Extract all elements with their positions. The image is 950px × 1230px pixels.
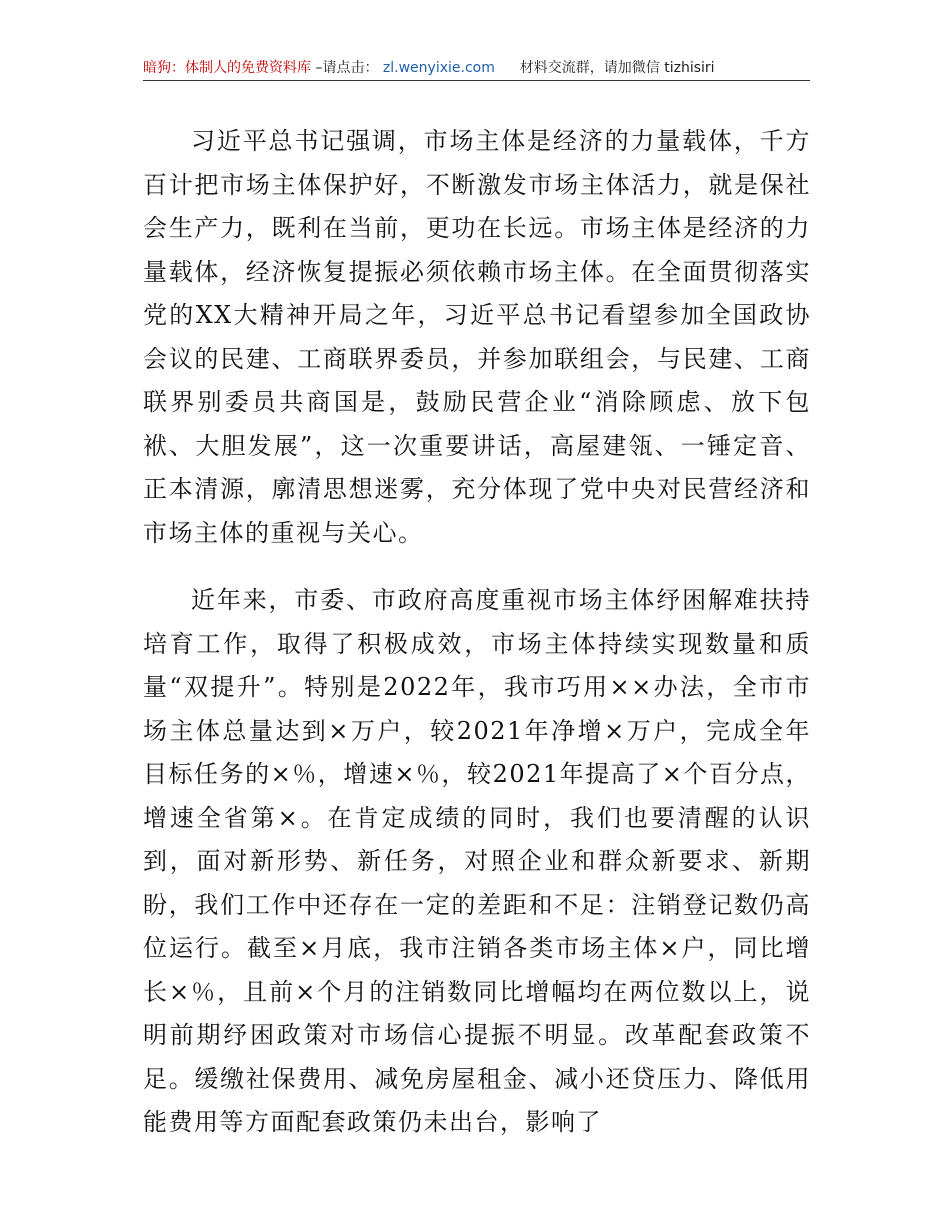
header-click-prompt: –请点击： [315,60,379,76]
header-contact-text: 材料交流群，请加微信 tizhisiri [519,60,715,76]
header-site-link[interactable]: zl.wenyixie.com [382,60,495,76]
header-promo-text: 暗狗：体制人的免费资料库 [143,60,311,76]
page-header [143,58,810,81]
paragraph-2: 近年来，市委、市政府高度重视市场主体纾困解难扶持培育工作，取得了积极成效，市场主体持续实现数量和质量“双提升”。特别是2022年，我市巧用××办法，全市市场主体总量达到×万户，较2021年净增×万户，完成全年目标任务的×％，增速×％，较2021年提高了×个百分点，增速全省第×。在肯定成绩的同时，我们也要清醒的认识到，面对新形势、新任务，对照企业和群众新要求、新期盼，我们工作中还存在一定的差距和不足：注销登记数仍高位运行。截至×月底，我市注销各类市场主体×户，同比增长×％，且前×个月的注销数同比增幅均在两位数以上，说明前期纾困政策对市场信心提振不明显。改革配套政策不足。缓缴社保费用、减免房屋租金、减小还贷压力、降低用能费用等方面配套政策仍未出台，影响了 [143,586,811,1136]
paragraph-1: 习近平总书记强调，市场主体是经济的力量载体，千方百计把市场主体保护好，不断激发市场主体活力，就是保社会生产力，既利在当前，更功在长远。市场主体是经济的力量载体，经济恢复提振必须依赖市场主体。在全面贯彻落实党的XX大精神开局之年，习近平总书记看望参加全国政协会议的民建、工商联界委员，并参加联组会，与民建、工商联界别委员共商国是，鼓励民营企业“消除顾虑、放下包袱、大胆发展”，这一次重要讲话，高屋建瓴、一锤定音、正本清源，廓清思想迷雾，充分体现了党中央对民营经济和市场主体的重视与关心。 [143,127,811,547]
document-body [143,120,811,1169]
